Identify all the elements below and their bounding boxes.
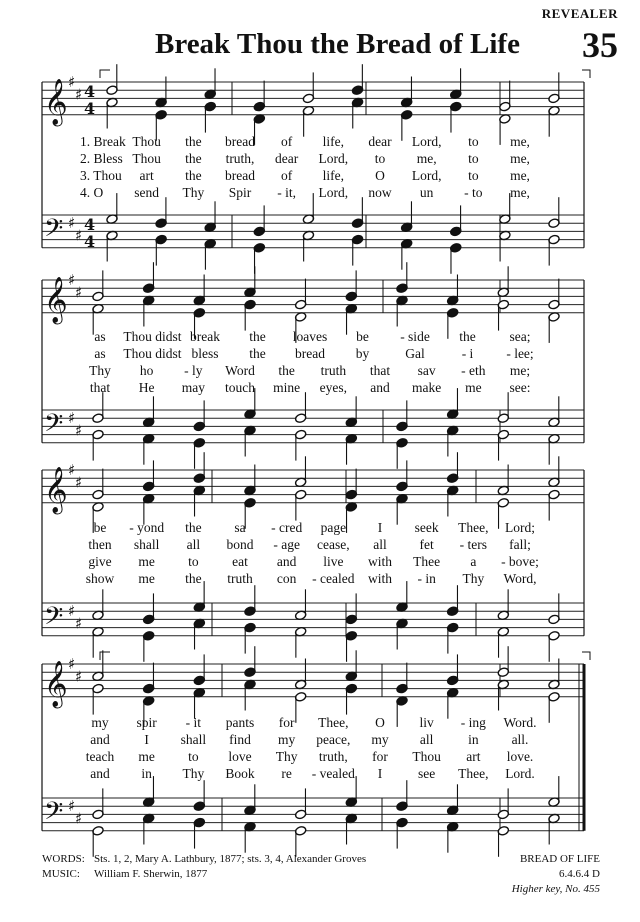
- lyric-syllable: Gal: [405, 346, 425, 361]
- lyric-syllable: that: [89, 380, 111, 395]
- lyric-syllable: make: [412, 380, 442, 395]
- lyric-syllable: the: [185, 571, 202, 586]
- meter: 6.4.6.4 D: [559, 868, 600, 880]
- lyric-syllable: mine: [273, 380, 301, 395]
- lyric-syllable: fet: [419, 537, 434, 552]
- lyric-syllable: - age: [273, 537, 300, 552]
- lyric-syllable: for: [372, 749, 388, 764]
- lyric-syllable: in: [468, 732, 479, 747]
- lyric-syllable: Word.: [503, 715, 537, 730]
- key-sharp: ♯: [68, 655, 76, 673]
- lyric-syllable: un: [419, 185, 434, 200]
- credits: [42, 852, 366, 882]
- lyric-syllable: now: [368, 185, 392, 200]
- hymn-number: 35: [582, 25, 618, 65]
- lyric-syllable: that: [369, 363, 391, 378]
- lyric-syllable: 4. O: [80, 185, 104, 200]
- key-sharp: ♯: [75, 473, 83, 492]
- lyric-syllable: bond: [226, 537, 254, 552]
- lyric-syllable: by: [355, 346, 370, 361]
- lyric-syllable: the: [459, 329, 476, 344]
- lyric-syllable: with: [367, 571, 393, 586]
- key-sharp: ♯: [68, 271, 76, 289]
- lyric-syllable: to: [188, 749, 199, 764]
- lyric-syllable: - in: [417, 571, 436, 586]
- lyric-syllable: Thou: [412, 749, 441, 764]
- lyric-syllable: Thee,: [458, 520, 489, 535]
- lyric-syllable: show: [85, 571, 115, 586]
- lyric-syllable: Lord,: [318, 151, 349, 166]
- lyric-syllable: see:: [509, 380, 531, 395]
- lyric-syllable: my: [91, 715, 109, 730]
- lyric-syllable: life,: [322, 134, 345, 149]
- lyric-syllable: - i: [461, 346, 474, 361]
- bass-clef: 𝄢: [44, 409, 64, 444]
- key-sharp: ♯: [68, 461, 76, 479]
- lyric-syllable: art: [466, 749, 481, 764]
- lyric-syllable: break: [190, 329, 220, 344]
- lyric-syllable: the: [278, 363, 295, 378]
- lyric-syllable: and: [90, 732, 110, 747]
- lyric-syllable: I: [377, 766, 383, 781]
- lyric-syllable: me,: [416, 151, 437, 166]
- lyric-syllable: - side: [400, 329, 430, 344]
- words-credit: WORDS: Sts. 1, 2, Mary A. Lathbury, 1877; sts. 3, 4, Alexander Groves: [42, 853, 367, 865]
- tune-info: [512, 852, 600, 897]
- lyric-syllable: - ly: [184, 363, 203, 378]
- lyric-syllable: Lord,: [318, 185, 349, 200]
- lyric-syllable: me;: [509, 363, 531, 378]
- key-sharp: ♯: [75, 421, 83, 440]
- lyric-syllable: Thy: [275, 749, 298, 764]
- lyric-syllable: the: [249, 346, 266, 361]
- lyric-syllable: love: [228, 749, 252, 764]
- lyric-syllable: Thou: [132, 151, 161, 166]
- section-heading: REVEALER: [541, 6, 618, 21]
- time-sig-bottom: 4: [84, 99, 96, 118]
- lyric-syllable: - eth: [461, 363, 486, 378]
- key-sharp: ♯: [68, 797, 76, 816]
- lyric-syllable: me,: [510, 151, 530, 166]
- lyric-syllable: as: [94, 329, 106, 344]
- lyric-syllable: a: [470, 554, 477, 569]
- lyric-syllable: and: [276, 554, 297, 569]
- lyric-syllable: Lord;: [505, 520, 535, 535]
- lyric-syllable: in: [141, 766, 152, 781]
- tune-name: BREAD OF LIFE: [519, 853, 600, 865]
- lyric-syllable: - ters: [459, 537, 488, 552]
- lyric-syllable: I: [144, 732, 149, 747]
- lyric-syllable: see: [418, 766, 436, 781]
- treble-clef: 𝄞: [44, 277, 68, 323]
- lyric-syllable: - ing: [460, 715, 486, 730]
- lyric-syllable: me: [465, 380, 482, 395]
- time-sig-bottom: 4: [84, 232, 96, 251]
- lyric-syllable: all.: [511, 732, 529, 747]
- lyric-syllable: truth,: [225, 151, 255, 166]
- lyric-syllable: my: [371, 732, 389, 747]
- lyric-syllable: Lord,: [411, 168, 442, 183]
- key-sharp: ♯: [75, 614, 83, 633]
- lyric-syllable: - it: [185, 715, 202, 730]
- lyric-syllable: truth: [227, 571, 253, 586]
- lyric-syllable: Thee,: [318, 715, 349, 730]
- lyric-syllable: O: [375, 168, 385, 183]
- lyric-syllable: to: [468, 168, 479, 183]
- lyric-syllable: me,: [510, 168, 530, 183]
- treble-clef: 𝄞: [44, 467, 68, 513]
- key-sharp: ♯: [75, 85, 83, 104]
- lyric-syllable: then: [88, 537, 112, 552]
- lyric-syllable: to: [374, 151, 386, 166]
- lyric-syllable: bless: [191, 346, 219, 361]
- lyric-syllable: Thee,: [458, 766, 489, 781]
- lyric-syllable: bread: [225, 134, 255, 149]
- lyric-syllable: seek: [414, 520, 439, 535]
- lyric-syllable: sea;: [509, 329, 531, 344]
- lyric-syllable: me: [138, 554, 155, 569]
- lyric-syllable: - cred: [271, 520, 303, 535]
- lyric-syllable: for: [278, 715, 295, 730]
- lyric-syllable: the: [185, 168, 202, 183]
- hymn-title: Break Thou the Bread of Life: [155, 28, 520, 60]
- lyric-syllable: Lord.: [505, 766, 535, 781]
- lyric-syllable: ho: [139, 363, 154, 378]
- lyric-syllable: all: [186, 537, 201, 552]
- key-sharp: ♯: [75, 283, 83, 302]
- lyric-syllable: He: [138, 380, 155, 395]
- lyric-syllable: find: [229, 732, 251, 747]
- lyric-syllable: the: [249, 329, 266, 344]
- lyric-syllable: bread: [225, 168, 255, 183]
- bracket-left: [100, 70, 110, 78]
- lyric-syllable: of: [281, 168, 293, 183]
- music-credit: MUSIC: William F. Sherwin, 1877: [42, 868, 208, 880]
- lyric-syllable: Thy: [89, 363, 111, 378]
- bracket-right: [582, 652, 590, 660]
- treble-clef: 𝄞: [44, 661, 68, 707]
- lyric-syllable: Lord,: [411, 134, 442, 149]
- key-sharp: ♯: [68, 73, 76, 91]
- lyric-syllable: page: [320, 520, 347, 535]
- lyric-syllable: me,: [510, 185, 530, 200]
- key-sharp: ♯: [68, 214, 76, 233]
- lyric-syllable: peace,: [316, 732, 351, 747]
- lyric-syllable: eat: [232, 554, 248, 569]
- treble-clef: 𝄞: [44, 79, 68, 125]
- lyric-syllable: love.: [506, 749, 534, 764]
- lyric-syllable: - it,: [277, 185, 297, 200]
- lyric-syllable: bread: [295, 346, 325, 361]
- lyric-syllable: - vealed: [311, 766, 355, 781]
- lyric-syllable: cease,: [317, 537, 350, 552]
- lyric-syllable: Thee: [413, 554, 441, 569]
- lyric-syllable: live: [323, 554, 344, 569]
- lyric-syllable: re: [281, 766, 292, 781]
- lyric-syllable: art: [139, 168, 154, 183]
- lyric-syllable: the: [185, 520, 202, 535]
- lyric-syllable: Thou didst: [123, 346, 182, 361]
- lyric-syllable: liv: [419, 715, 434, 730]
- alt-key-note: Higher key, No. 455: [511, 883, 600, 895]
- lyric-syllable: may: [181, 380, 205, 395]
- lyric-syllable: truth: [320, 363, 347, 378]
- lyric-syllable: con: [276, 571, 297, 586]
- key-sharp: ♯: [75, 809, 83, 828]
- lyric-syllable: touch: [225, 380, 255, 395]
- lyric-syllable: dear: [275, 151, 299, 166]
- lyric-syllable: give: [88, 554, 112, 569]
- lyric-syllable: 2. Bless: [80, 151, 123, 166]
- lyric-syllable: I: [377, 520, 383, 535]
- bass-clef: 𝄢: [44, 602, 64, 637]
- bracket-left: [100, 652, 110, 660]
- lyric-syllable: O: [375, 715, 385, 730]
- key-sharp: ♯: [68, 409, 76, 428]
- lyric-syllable: - cealed: [312, 571, 355, 586]
- lyric-syllable: truth,: [318, 749, 348, 764]
- lyric-syllable: Thy: [462, 571, 485, 586]
- lyric-syllable: eyes,: [319, 380, 348, 395]
- lyric-syllable: sav: [417, 363, 436, 378]
- lyric-syllable: the: [185, 151, 202, 166]
- lyric-syllable: Spir: [228, 185, 252, 200]
- lyric-syllable: shall: [180, 732, 207, 747]
- lyric-syllable: the: [185, 134, 202, 149]
- bass-clef: 𝄢: [44, 797, 64, 832]
- key-sharp: ♯: [75, 667, 83, 686]
- lyric-syllable: me: [138, 749, 155, 764]
- lyric-syllable: life,: [322, 168, 345, 183]
- lyric-syllable: Thou: [132, 134, 161, 149]
- lyric-syllable: - bove;: [501, 554, 539, 569]
- bass-clef: 𝄢: [44, 214, 64, 249]
- lyric-syllable: dear: [368, 134, 392, 149]
- lyric-syllable: to: [468, 134, 479, 149]
- lyric-syllable: 1. Break: [80, 134, 126, 149]
- lyric-syllable: spir: [136, 715, 157, 730]
- lyric-syllable: - lee;: [506, 346, 534, 361]
- lyric-syllable: shall: [133, 537, 160, 552]
- key-sharp: ♯: [75, 226, 83, 245]
- lyric-syllable: teach: [85, 749, 115, 764]
- lyric-syllable: to: [468, 151, 479, 166]
- lyric-syllable: Thy: [182, 766, 205, 781]
- lyric-syllable: - to: [464, 185, 483, 200]
- lyric-syllable: be: [93, 520, 107, 535]
- lyric-syllable: Word,: [503, 571, 537, 586]
- lyric-syllable: and: [90, 766, 110, 781]
- lyric-syllable: sa: [234, 520, 246, 535]
- lyric-syllable: me,: [510, 134, 530, 149]
- lyric-syllable: send: [134, 185, 160, 200]
- lyric-syllable: Thou didst: [123, 329, 182, 344]
- bracket-right: [582, 70, 590, 78]
- lyric-syllable: Word: [225, 363, 255, 378]
- lyric-syllable: all: [419, 732, 434, 747]
- lyric-syllable: me: [138, 571, 155, 586]
- lyric-syllable: to: [188, 554, 199, 569]
- lyric-syllable: 3. Thou: [80, 168, 122, 183]
- lyric-syllable: Book: [225, 766, 255, 781]
- lyric-syllable: - yond: [129, 520, 165, 535]
- time-sig-top: 4: [84, 82, 96, 101]
- key-sharp: ♯: [68, 602, 76, 621]
- lyric-syllable: pants: [225, 715, 255, 730]
- lyric-syllable: with: [367, 554, 393, 569]
- lyric-syllable: fall;: [509, 537, 531, 552]
- lyric-syllable: loaves: [292, 329, 328, 344]
- lyric-syllable: Thy: [182, 185, 205, 200]
- lyric-syllable: be: [356, 329, 369, 344]
- lyric-syllable: of: [281, 134, 293, 149]
- lyric-syllable: and: [370, 380, 390, 395]
- lyric-syllable: all: [373, 537, 387, 552]
- lyric-syllable: my: [278, 732, 296, 747]
- lyric-syllable: as: [94, 346, 106, 361]
- time-sig-top: 4: [84, 215, 96, 234]
